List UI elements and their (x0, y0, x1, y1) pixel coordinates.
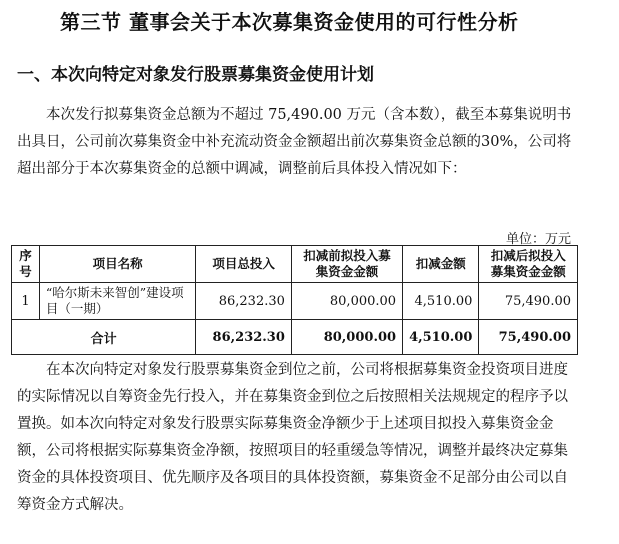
closing-paragraph-text: 在本次向特定对象发行股票募集资金到位之前，公司将根据募集资金投资项目进度的实际情况以自筹资金先行投入，并在募集资金到位之后按照相关法规规定的程序予以置换。如本次向特定对象发行股票实际募集资金净额少于上述项目拟投入募集资金金额，公司将根据实际募集资金净额，按照项目的轻重缓急等情况，调整并最终决定募集资金的具体投资项目、优先顺序及各项目的具体投资额，募集资金不足部分由公司以自筹资金方式解决。 (17, 362, 568, 513)
cell-deduct: 4,510.00 (403, 283, 479, 320)
intro-paragraph (17, 102, 577, 183)
header-no: 序号 (12, 246, 40, 283)
header-before-deduction: 扣减前拟投入募集资金金额 (291, 246, 402, 283)
fund-plan-table (11, 245, 578, 355)
table-header-row (12, 246, 578, 283)
total-before: 80,000.00 (291, 320, 402, 355)
header-total-investment: 项目总投入 (196, 246, 292, 283)
closing-paragraph (17, 357, 577, 519)
cell-project-name: “哈尔斯未来智创”建设项目（一期） (39, 283, 195, 320)
header-project-name: 项目名称 (39, 246, 195, 283)
cell-after: 75,490.00 (479, 283, 578, 320)
cell-before: 80,000.00 (291, 283, 402, 320)
intro-paragraph-text: 本次发行拟募集资金总额为不超过 75,490.00 万元（含本数），截至本募集说明书出具日，公司前次募集资金中补充流动资金金额超出前次募集资金总额的30%，公司将超出部分于本次募集资金的总额中调减，调整前后具体投入情况如下： (17, 107, 572, 177)
table-row (12, 283, 578, 320)
unit-label: 单位：万元 (505, 232, 571, 247)
total-total: 86,232.30 (196, 320, 292, 355)
header-after-deduction: 扣减后拟投入募集资金金额 (479, 246, 578, 283)
total-after: 75,490.00 (479, 320, 578, 355)
header-deduction: 扣减金额 (403, 246, 479, 283)
subsection-title: 一、本次向特定对象发行股票募集资金使用计划 (17, 65, 374, 85)
table-total-row (12, 320, 578, 355)
cell-no: 1 (12, 283, 40, 320)
cell-total: 86,232.30 (196, 283, 292, 320)
total-deduct: 4,510.00 (403, 320, 479, 355)
total-label: 合计 (12, 320, 196, 355)
section-title: 第三节 董事会关于本次募集资金使用的可行性分析 (60, 10, 519, 34)
